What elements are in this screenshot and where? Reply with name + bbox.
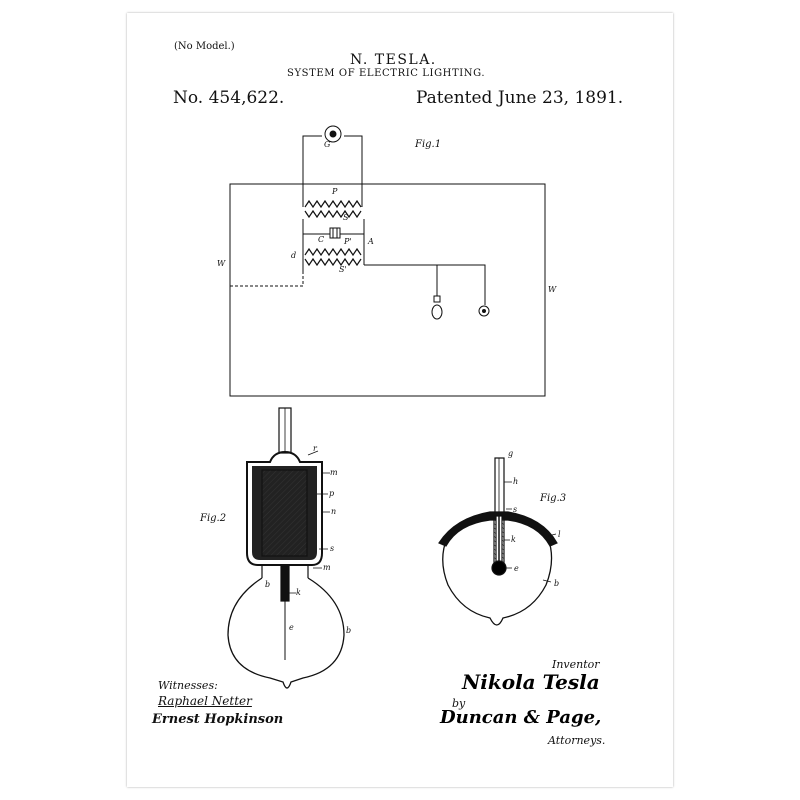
fig2-label-s: s [330,544,335,553]
fig2-label-p: p [329,489,335,498]
inventor-label: Inventor [552,658,600,671]
label-c: C [318,235,325,244]
witness-one-signature: Raphael Netter [158,694,252,708]
fig2-lamp-drawing [228,408,344,688]
fig1-circuit-diagram [230,126,545,396]
fig3-label-l: l [558,530,561,539]
fig3-label-h: h [513,477,519,486]
fig2-label-n: n [331,507,337,516]
fig2-label-r: r [313,444,317,453]
patent-date: Patented June 23, 1891. [416,88,624,108]
label-p1: P' [344,237,352,246]
fig3-label-g: g [508,449,514,458]
primary-coil-2 [305,249,361,255]
fig1-caption: Fig.1 [415,139,442,150]
label-a: A [368,237,374,246]
attorneys-signature: Duncan & Page, [440,707,602,728]
label-g: G [324,140,331,149]
witness-two-signature: Ernest Hopkinson [152,712,284,727]
fig3-label-s: s [513,505,518,514]
fig3-stem [495,458,504,514]
label-d: d [291,251,297,260]
by-label: by [452,697,466,710]
secondary-coil-2 [305,259,361,265]
fig2-caption: Fig.2 [200,513,227,524]
fig1-outer-circuit [230,184,545,396]
patent-number: No. 454,622. [173,88,285,108]
fig2-label-m-bot: m [323,563,331,572]
fig3-caption: Fig.3 [540,493,567,504]
label-w-right: W [548,285,557,294]
inventor-heading: N. TESLA. [350,52,437,68]
fig3-label-b: b [554,579,560,588]
insulating-body [262,470,307,556]
fig3-lamp-drawing [439,458,560,625]
lamp-feed [364,265,485,305]
fig3-label-e: e [514,564,519,573]
generator-loop [303,136,362,207]
no-model-note: (No Model.) [174,41,235,52]
label-p: P [332,187,338,196]
fig2-label-m-top: m [330,468,338,477]
fig2-label-b-small: b [265,580,271,589]
fig2-label-b: b [346,626,352,635]
inventor-signature: Nikola Tesla [462,670,600,694]
fig3-electrode [492,561,506,575]
fig3-label-k: k [511,535,516,544]
label-w-left: W [217,259,226,268]
ground-wire [230,267,303,286]
attorneys-label: Attorneys. [548,734,606,747]
label-s1: S' [339,265,347,274]
fig2-label-k: k [296,588,301,597]
patent-title: SYSTEM OF ELECTRIC LIGHTING. [287,68,486,79]
lamp-one [432,305,442,319]
witnesses-label: Witnesses: [158,679,218,692]
lamp-conductor [281,565,289,601]
primary-coil [305,201,361,207]
condenser [330,228,340,238]
label-s: S [343,213,349,222]
secondary-coil [305,211,361,217]
fig2-label-e: e [289,623,294,632]
